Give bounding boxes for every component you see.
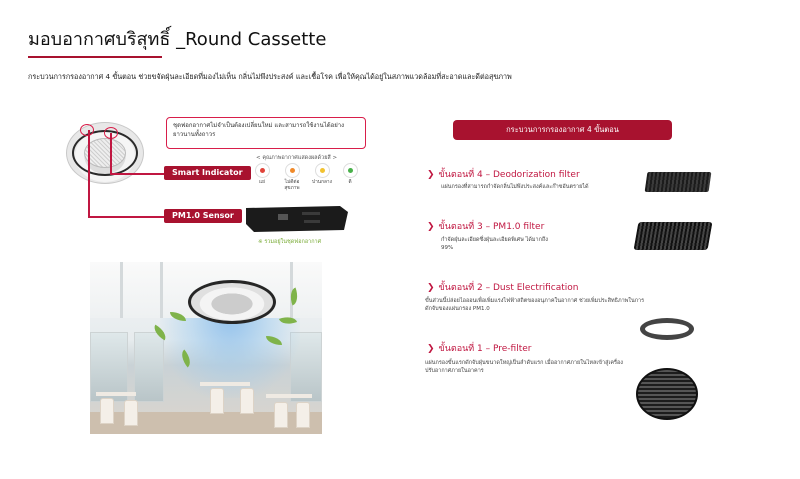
pm1-filter-image	[634, 222, 713, 250]
ceiling-beam	[160, 262, 163, 318]
indicator-bad	[248, 163, 276, 186]
indicator-dot	[343, 163, 358, 178]
dust-electrification-ring-image	[640, 318, 694, 340]
indicator-good	[336, 163, 364, 186]
sensor-caption: ※ รวมอยู่ในชุดฟอกอากาศ	[258, 239, 322, 245]
chair	[210, 388, 224, 414]
pre-filter-image	[636, 368, 698, 420]
step-4-title-text: ขั้นตอนที่ 4 – Deodorization filter	[438, 170, 580, 180]
table	[96, 392, 136, 396]
step-2-title	[427, 280, 578, 294]
step-4-desc: แผ่นกรองที่สามารถกำจัดกลิ่นไม่พึงประสงค์และก๊าซอันตรายได้	[441, 184, 589, 190]
chevron-right-icon: ❯	[427, 283, 435, 293]
step-3-title	[427, 219, 544, 233]
chair	[124, 400, 138, 426]
deodorization-filter-image	[645, 172, 712, 192]
page-subtitle: กระบวนการกรองอากาศ 4 ขั้นตอน ช่วยขจัดฝุ่นละเอียดที่มองไม่เห็น กลิ่นไม่พึงประสงค์ และเชื้อโรค เพื่อให้คุณได้อยู่ในสภาพแวดล้อมที่สะอาดและดีต่อสุขภาพ	[28, 72, 512, 81]
step-1-title-text: ขั้นตอนที่ 1 – Pre-filter	[438, 344, 532, 354]
cassette-ac-unit	[188, 280, 276, 324]
table	[200, 382, 250, 386]
title-underline	[28, 56, 162, 58]
chevron-right-icon: ❯	[427, 222, 435, 232]
indicator-dot	[315, 163, 330, 178]
indicator-highlight-circle	[80, 124, 94, 136]
cassette-unit-diagram	[62, 118, 148, 190]
air-quality-indicators	[240, 163, 370, 199]
steps-header: กระบวนการกรองอากาศ 4 ขั้นตอน	[453, 120, 672, 140]
pm-sensor-tag: PM1.0 Sensor	[164, 209, 242, 223]
step-1-desc: แผ่นกรองขั้นแรกดักจับฝุ่นขนาดใหญ่เป็นลำดับแรก เมื่ออากาศภายในไหลเข้าสู่เครื่องปรับอากาศภายในอาคาร	[425, 360, 623, 374]
chair	[100, 398, 114, 424]
maintenance-note-box: ชุดฟอกอากาศไม่จำเป็นต้องเปลี่ยนใหม่ และสามารถใช้งานได้อย่างยาวนานทั้งถาวร	[166, 117, 366, 149]
smart-indicator-tag: Smart Indicator	[164, 166, 251, 180]
connector-line	[110, 173, 164, 175]
indicator-dot	[285, 163, 300, 178]
indicator-moderate	[308, 163, 336, 186]
connector-line	[110, 133, 112, 173]
connector-line	[88, 130, 90, 216]
ceiling-beam	[120, 262, 123, 318]
step-2-desc: ขั้นส่วนนี้ปล่อยไอออนเพื่อเพิ่มแรงไฟฟ้าสถิตของอนุภาคในอากาศ ช่วยเพิ่มประสิทธิภาพในการดักจับของแผ่นกรอง PM1.0	[425, 298, 645, 312]
indicator-label: แย่	[259, 180, 265, 185]
chair	[296, 402, 310, 428]
indicator-label: ไม่ดีต่อสุขภาพ	[284, 180, 300, 191]
table	[266, 394, 312, 398]
pm-sensor-module-image	[244, 204, 352, 234]
airflow-effect	[160, 318, 300, 398]
chevron-right-icon: ❯	[427, 170, 435, 180]
room-photo	[90, 262, 322, 434]
indicator-caption: < คุณภาพอากาศแสดงผลด้วยสี >	[256, 155, 338, 161]
step-1-title	[427, 341, 532, 355]
chair	[240, 388, 254, 414]
indicator-label: ดี	[348, 180, 352, 185]
page-title: มอบอากาศบริสุทธิ์ _Round Cassette	[28, 29, 327, 50]
indicator-dot	[255, 163, 270, 178]
step-2-title-text: ขั้นตอนที่ 2 – Dust Electrification	[438, 283, 579, 293]
chevron-right-icon: ❯	[427, 344, 435, 354]
indicator-label: ปานกลาง	[312, 180, 332, 185]
step-3-desc: กำจัดฝุ่นละเอียดซึ่งฝุ่นละเอียดพิเศษ ได้มากถึง 99%	[441, 237, 548, 251]
step-4-title	[427, 167, 580, 181]
step-3-title-text: ขั้นตอนที่ 3 – PM1.0 filter	[438, 222, 545, 232]
indicator-unhealthy	[278, 163, 306, 192]
connector-line	[88, 216, 164, 218]
cassette-unit-grille	[84, 138, 126, 168]
chair	[274, 402, 288, 428]
